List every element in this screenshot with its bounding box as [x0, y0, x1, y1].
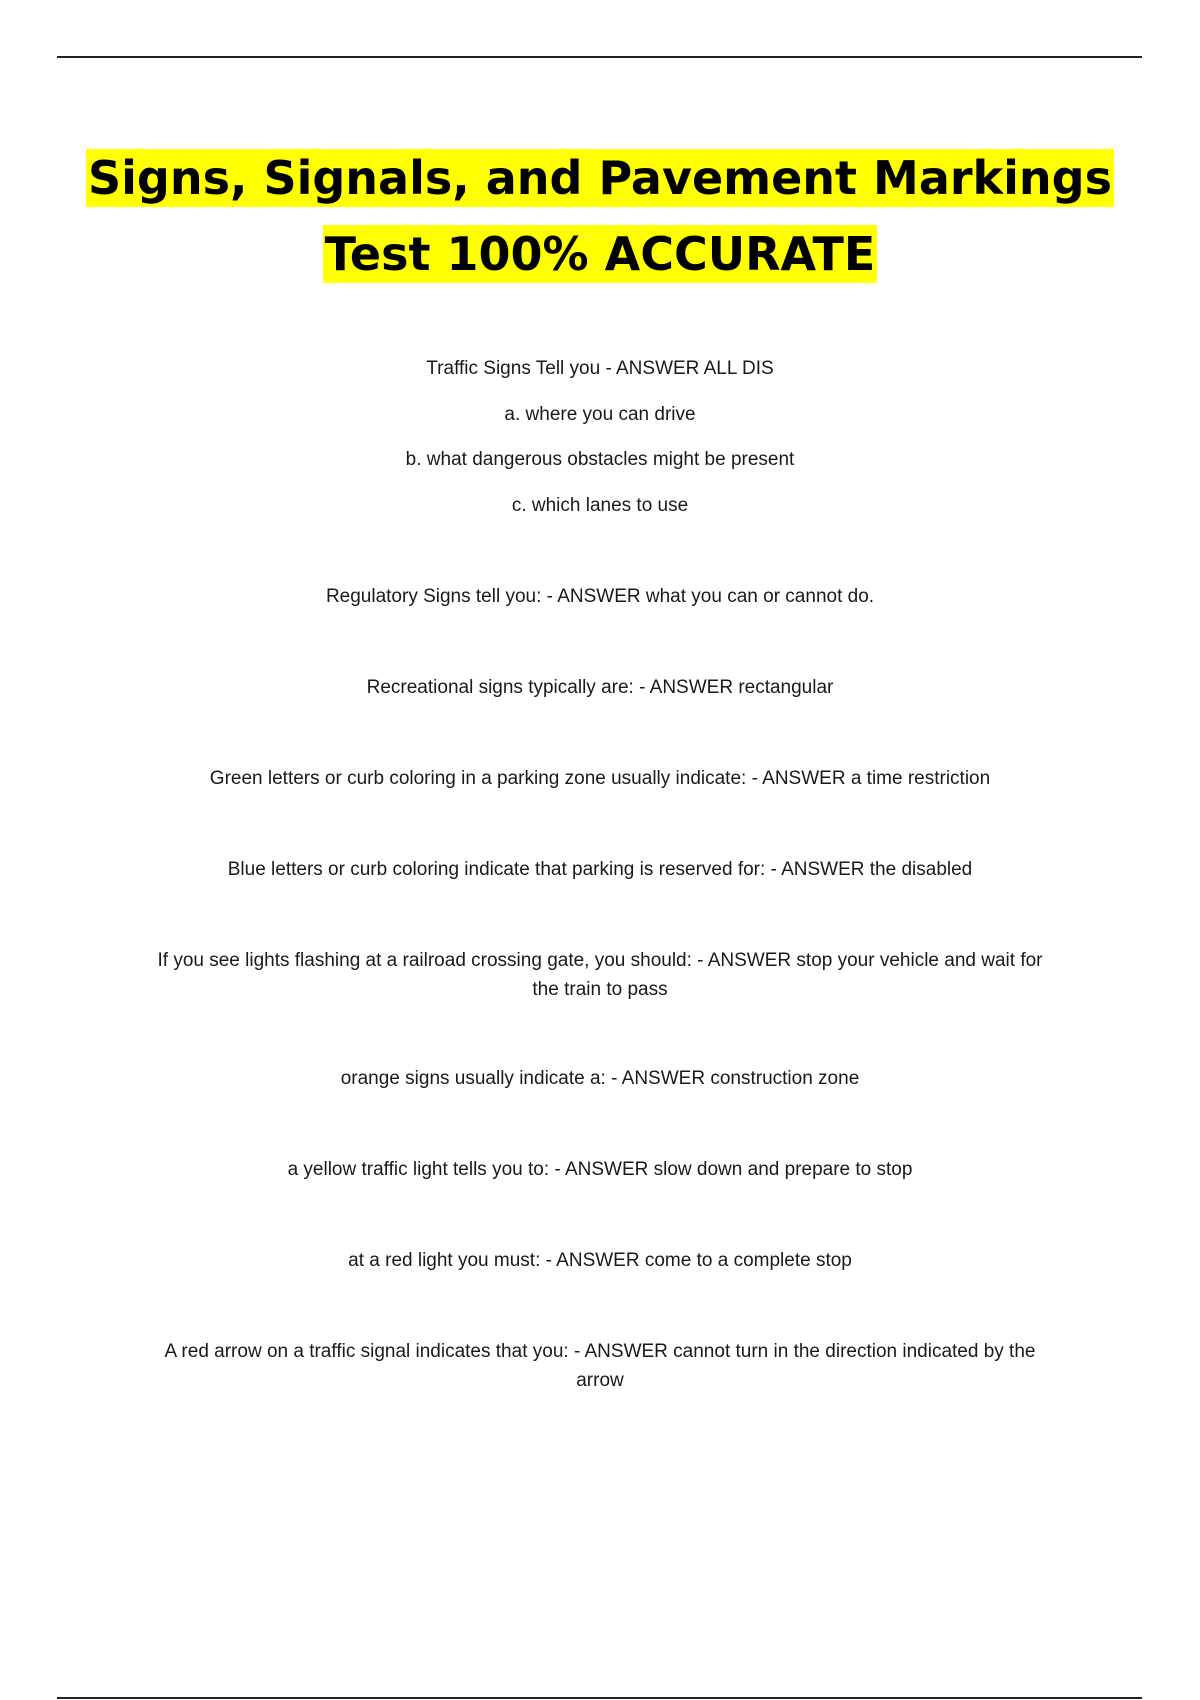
qa-item-3	[120, 673, 1080, 702]
question-text: Blue letters or curb coloring indicate that parking is reserved for: - ANSWER the disabled	[227, 859, 973, 880]
qa-item-4	[120, 764, 1080, 793]
qa-item-5	[120, 855, 1080, 884]
question-text: If you see lights flashing at a railroad crossing gate, you should: - ANSWER stop your vehicle and wait for	[157, 950, 1043, 971]
qa-item-1	[120, 354, 1080, 383]
question-continuation: the train to pass	[532, 979, 668, 1000]
question-text: a yellow traffic light tells you to: - ANSWER slow down and prepare to stop	[287, 1159, 913, 1180]
qa-item-7	[120, 1064, 1080, 1093]
question-text: orange signs usually indicate a: - ANSWER construction zone	[340, 1068, 860, 1089]
qa-item-1-answer-b	[120, 445, 1080, 474]
answer-option-b: b. what dangerous obstacles might be present	[405, 449, 795, 470]
question-text: A red arrow on a traffic signal indicates that you: - ANSWER cannot turn in the direction indicated by the	[164, 1341, 1036, 1362]
question-text: Regulatory Signs tell you: - ANSWER what you can or cannot do.	[325, 586, 875, 607]
question-continuation: arrow	[576, 1370, 624, 1391]
qa-item-8	[120, 1155, 1080, 1184]
bottom-rule	[57, 1697, 1142, 1699]
qa-item-9	[120, 1246, 1080, 1275]
page-title	[60, 140, 1140, 292]
question-text: at a red light you must: - ANSWER come to a complete stop	[348, 1250, 852, 1271]
qa-item-1-answer-a	[120, 400, 1080, 429]
answer-option-a: a. where you can drive	[504, 404, 696, 425]
question-text: Green letters or curb coloring in a parking zone usually indicate: - ANSWER a time restriction	[209, 768, 991, 789]
qa-item-6	[120, 946, 1080, 1004]
qa-item-2	[120, 582, 1080, 611]
qa-item-10	[120, 1337, 1080, 1395]
title-line-2: Test 100% ACCURATE	[324, 227, 876, 281]
question-text: Recreational signs typically are: - ANSWER rectangular	[366, 677, 834, 698]
title-line-1: Signs, Signals, and Pavement Markings	[88, 151, 1112, 205]
top-rule	[57, 56, 1142, 58]
question-text: Traffic Signs Tell you - ANSWER ALL DIS	[426, 358, 774, 379]
qa-item-1-answer-c	[120, 491, 1080, 520]
answer-option-c: c. which lanes to use	[511, 495, 689, 516]
